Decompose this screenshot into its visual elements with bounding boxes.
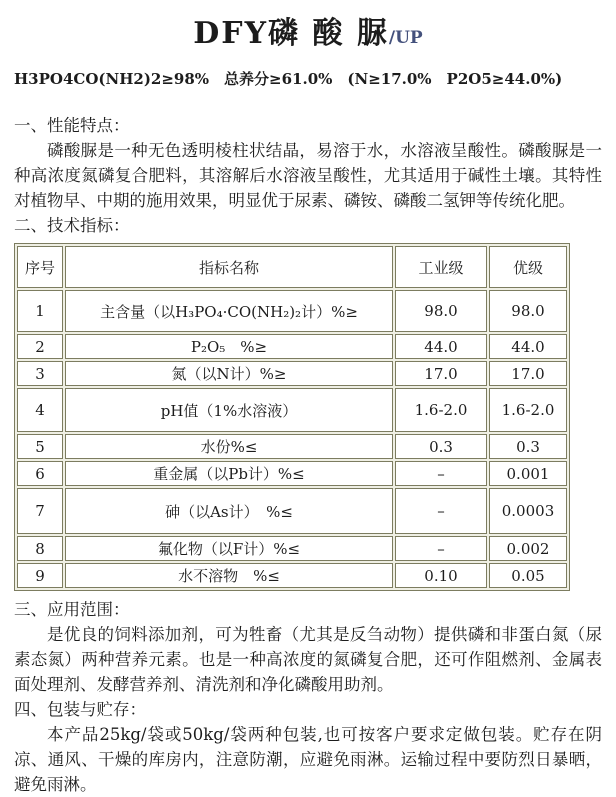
table-cell: 6: [17, 461, 63, 486]
table-row: [17, 334, 567, 359]
table-cell: 1.6-2.0: [489, 388, 567, 432]
table-cell: 1.6-2.0: [395, 388, 487, 432]
table-row: [17, 434, 567, 459]
table-cell: 氮（以N计）%≥: [65, 361, 393, 386]
table-cell: –: [395, 488, 487, 534]
table-row: [17, 388, 567, 432]
table-cell: –: [395, 461, 487, 486]
table-cell: 0.3: [395, 434, 487, 459]
spec-summary-line: H3PO4CO(NH2)2≥98% 总养分≥61.0% (N≥17.0% P2O5≥44.0%): [14, 70, 563, 88]
table-cell: 9: [17, 563, 63, 588]
table-cell: 重金属（以Pb计）%≤: [65, 461, 393, 486]
table-cell: 3: [17, 361, 63, 386]
table-cell: 0.0003: [489, 488, 567, 534]
table-cell: 2: [17, 334, 63, 359]
section-3-body: 是优良的饲料添加剂，可为牲畜（尤其是反刍动物）提供磷和非蛋白氮（尿素态氮）两种营养元素。也是一种高浓度的氮磷复合肥，还可作阻燃剂、金属表面处理剂、发酵营养剂、清洗剂和净化磷酸用助剂。: [14, 625, 602, 694]
table-cell: 水不溶物 %≤: [65, 563, 393, 588]
column-header-industrial-grade: 工业级: [395, 246, 487, 288]
table-cell: 氟化物（以F计）%≤: [65, 536, 393, 561]
page-title: [14, 8, 602, 52]
column-header-index: 序号: [17, 246, 63, 288]
column-header-premium-grade: 优级: [489, 246, 567, 288]
table-cell: 0.05: [489, 563, 567, 588]
table-cell: 7: [17, 488, 63, 534]
table-cell: 17.0: [489, 361, 567, 386]
table-cell: 砷（以As计） %≤: [65, 488, 393, 534]
section-3-heading: 三、应用范围：: [14, 600, 130, 619]
table-cell: 4: [17, 388, 63, 432]
table-cell: 5: [17, 434, 63, 459]
table-head: [17, 246, 567, 288]
table-row: [17, 536, 567, 561]
section-1-body: 磷酸脲是一种无色透明棱柱状结晶，易溶于水，水溶液呈酸性。磷酸脲是一种高浓度氮磷复合肥料，其溶解后水溶液呈酸性，尤其适用于碱性土壤。其特性对植物早、中期的施用效果，明显优于尿素、磷铵、磷酸二氢钾等传统化肥。: [14, 141, 602, 210]
table-cell: 主含量（以H₃PO₄·CO(NH₂)₂计）%≥: [65, 290, 393, 332]
table-cell: 水份%≤: [65, 434, 393, 459]
table-cell: 44.0: [489, 334, 567, 359]
table-cell: 0.002: [489, 536, 567, 561]
table-cell: 8: [17, 536, 63, 561]
section-4-heading: 四、包装与贮存：: [14, 700, 146, 719]
table-header-row: [17, 246, 567, 288]
table-cell: pH值（1%水溶液）: [65, 388, 393, 432]
column-header-indicator-name: 指标名称: [65, 246, 393, 288]
table-row: [17, 461, 567, 486]
table-cell: 98.0: [489, 290, 567, 332]
table-row: [17, 563, 567, 588]
table-cell: 17.0: [395, 361, 487, 386]
table-cell: 44.0: [395, 334, 487, 359]
table-cell: 0.3: [489, 434, 567, 459]
section-2-heading: 二、技术指标：: [14, 216, 130, 235]
table-cell: 0.10: [395, 563, 487, 588]
table-cell: –: [395, 536, 487, 561]
page-title-suffix: /UP: [388, 28, 423, 48]
table-cell: 98.0: [395, 290, 487, 332]
page-title-text: DFY磷 酸 脲: [193, 16, 389, 51]
table-row: [17, 361, 567, 386]
table-cell: 1: [17, 290, 63, 332]
table-row: [17, 290, 567, 332]
table-body: [17, 290, 567, 588]
section-4-body: 本产品25kg/袋或50kg/袋两种包装,也可按客户要求定做包装。贮存在阴凉、通风、干燥的库房内，注意防潮，应避免雨淋。运输过程中要防烈日暴晒，避免雨淋。: [14, 725, 602, 794]
table-cell: 0.001: [489, 461, 567, 486]
technical-indicators-table: [14, 243, 570, 591]
document-page: [14, 8, 602, 797]
section-1-heading: 一、性能特点：: [14, 116, 130, 135]
table-row: [17, 488, 567, 534]
table-cell: P₂O₅ %≥: [65, 334, 393, 359]
